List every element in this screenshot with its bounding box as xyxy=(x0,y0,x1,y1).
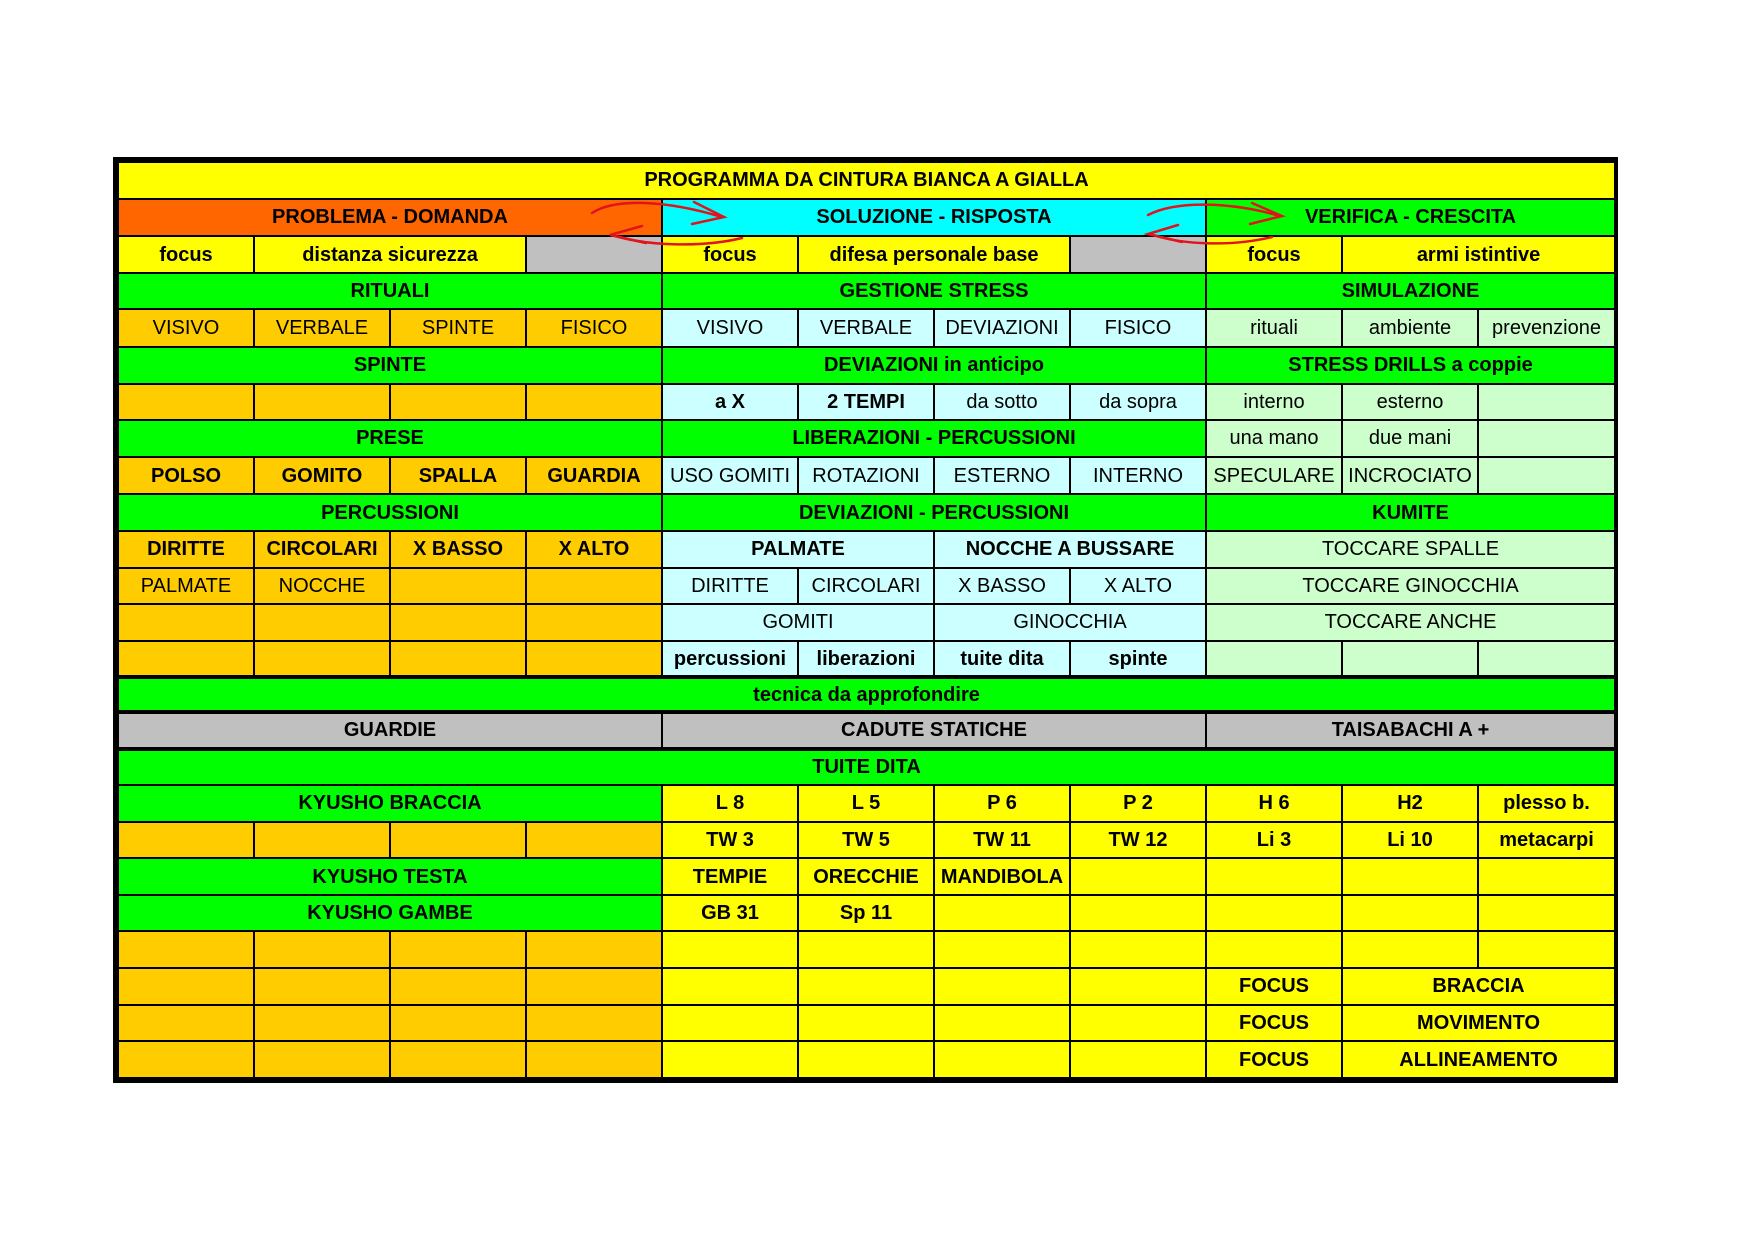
table-cell: SOLUZIONE - RISPOSTA xyxy=(662,199,1206,237)
table-cell: H 6 xyxy=(1206,785,1342,822)
empty-cell xyxy=(1070,931,1206,968)
table-cell: 2 TEMPI xyxy=(798,384,934,421)
table-cell: Sp 11 xyxy=(798,895,934,932)
table-cell: STRESS DRILLS a coppie xyxy=(1206,347,1615,384)
empty-cell xyxy=(1070,236,1206,273)
empty-cell xyxy=(526,1005,662,1042)
table-row xyxy=(118,712,1615,749)
empty-cell xyxy=(390,384,526,421)
table-row xyxy=(118,236,1615,273)
table-cell: FOCUS xyxy=(1206,968,1342,1005)
empty-cell xyxy=(118,1005,254,1042)
table-row xyxy=(118,641,1615,678)
empty-cell xyxy=(390,968,526,1005)
empty-cell xyxy=(1478,858,1615,895)
empty-cell xyxy=(118,384,254,421)
table-cell: ambiente xyxy=(1342,309,1478,347)
empty-cell xyxy=(390,1041,526,1078)
table-cell: POLSO xyxy=(118,457,254,495)
table-cell: prevenzione xyxy=(1478,309,1615,347)
program-sheet xyxy=(117,161,1614,1079)
empty-cell xyxy=(1070,968,1206,1005)
table-cell: TAISABACHI A + xyxy=(1206,712,1615,749)
table-cell: da sopra xyxy=(1070,384,1206,421)
table-row xyxy=(118,420,1615,457)
table-cell: PALMATE xyxy=(662,531,934,568)
table-cell: KUMITE xyxy=(1206,494,1615,531)
table-cell: focus xyxy=(1206,236,1342,273)
table-cell: GB 31 xyxy=(662,895,798,932)
empty-cell xyxy=(254,822,390,859)
empty-cell xyxy=(118,931,254,968)
empty-cell xyxy=(1342,931,1478,968)
empty-cell xyxy=(1478,895,1615,932)
table-cell: distanza sicurezza xyxy=(254,236,526,273)
empty-cell xyxy=(254,1041,390,1078)
table-cell: TUITE DITA xyxy=(118,749,1615,786)
empty-cell xyxy=(798,1005,934,1042)
table-cell: L 5 xyxy=(798,785,934,822)
table-cell: focus xyxy=(118,236,254,273)
empty-cell xyxy=(798,931,934,968)
empty-cell xyxy=(1342,858,1478,895)
table-cell: TOCCARE ANCHE xyxy=(1206,604,1615,641)
table-cell: GUARDIE xyxy=(118,712,662,749)
empty-cell xyxy=(1070,895,1206,932)
table-cell: tuite dita xyxy=(934,641,1070,678)
table-cell: PERCUSSIONI xyxy=(118,494,662,531)
empty-cell xyxy=(1478,384,1615,421)
empty-cell xyxy=(1206,858,1342,895)
table-cell: a X xyxy=(662,384,798,421)
empty-cell xyxy=(1070,1041,1206,1078)
table-cell: NOCCHE xyxy=(254,568,390,605)
empty-cell xyxy=(254,384,390,421)
table-row xyxy=(118,1005,1615,1042)
table-cell: Li 10 xyxy=(1342,822,1478,859)
table-cell: CADUTE STATICHE xyxy=(662,712,1206,749)
empty-cell xyxy=(254,931,390,968)
empty-cell xyxy=(118,822,254,859)
program-table xyxy=(117,161,1616,1079)
table-row xyxy=(118,968,1615,1005)
table-cell: DIRITTE xyxy=(118,531,254,568)
empty-cell xyxy=(390,568,526,605)
table-cell: VERBALE xyxy=(798,309,934,347)
table-cell: BRACCIA xyxy=(1342,968,1615,1005)
table-cell: NOCCHE A BUSSARE xyxy=(934,531,1206,568)
table-cell: FISICO xyxy=(526,309,662,347)
table-row xyxy=(118,931,1615,968)
table-row xyxy=(118,858,1615,895)
empty-cell xyxy=(1478,420,1615,457)
table-cell: VERBALE xyxy=(254,309,390,347)
table-row xyxy=(118,749,1615,786)
table-cell: P 2 xyxy=(1070,785,1206,822)
table-cell: CIRCOLARI xyxy=(254,531,390,568)
table-row xyxy=(118,1041,1615,1078)
table-cell: USO GOMITI xyxy=(662,457,798,495)
table-cell: metacarpi xyxy=(1478,822,1615,859)
table-cell: focus xyxy=(662,236,798,273)
page-title: PROGRAMMA DA CINTURA BIANCA A GIALLA xyxy=(118,162,1615,199)
empty-cell xyxy=(1342,895,1478,932)
empty-cell xyxy=(526,822,662,859)
empty-cell xyxy=(526,384,662,421)
table-cell: una mano xyxy=(1206,420,1342,457)
empty-cell xyxy=(1070,858,1206,895)
empty-cell xyxy=(526,641,662,678)
table-cell: DEVIAZIONI - PERCUSSIONI xyxy=(662,494,1206,531)
empty-cell xyxy=(662,1041,798,1078)
table-cell: FOCUS xyxy=(1206,1041,1342,1078)
table-cell: VISIVO xyxy=(662,309,798,347)
table-cell: PROBLEMA - DOMANDA xyxy=(118,199,662,237)
table-cell: percussioni xyxy=(662,641,798,678)
empty-cell xyxy=(526,968,662,1005)
empty-cell xyxy=(526,568,662,605)
table-row xyxy=(118,494,1615,531)
table-cell: difesa personale base xyxy=(798,236,1070,273)
table-cell: FOCUS xyxy=(1206,1005,1342,1042)
empty-cell xyxy=(1478,641,1615,678)
table-cell: X BASSO xyxy=(934,568,1070,605)
table-cell: KYUSHO GAMBE xyxy=(118,895,662,932)
empty-cell xyxy=(1478,457,1615,495)
table-cell: X ALTO xyxy=(1070,568,1206,605)
table-row xyxy=(118,568,1615,605)
empty-cell xyxy=(934,895,1070,932)
table-cell: KYUSHO TESTA xyxy=(118,858,662,895)
table-cell: L 8 xyxy=(662,785,798,822)
empty-cell xyxy=(118,604,254,641)
table-cell: da sotto xyxy=(934,384,1070,421)
table-row xyxy=(118,895,1615,932)
table-cell: PALMATE xyxy=(118,568,254,605)
empty-cell xyxy=(390,1005,526,1042)
table-cell: spinte xyxy=(1070,641,1206,678)
table-cell: KYUSHO BRACCIA xyxy=(118,785,662,822)
empty-cell xyxy=(118,968,254,1005)
table-cell: Li 3 xyxy=(1206,822,1342,859)
table-cell: SPALLA xyxy=(390,457,526,495)
table-cell: MANDIBOLA xyxy=(934,858,1070,895)
empty-cell xyxy=(798,1041,934,1078)
table-cell: GESTIONE STRESS xyxy=(662,273,1206,310)
table-row xyxy=(118,273,1615,310)
empty-cell xyxy=(254,1005,390,1042)
table-cell: RITUALI xyxy=(118,273,662,310)
table-cell: CIRCOLARI xyxy=(798,568,934,605)
table-cell: TOCCARE GINOCCHIA xyxy=(1206,568,1615,605)
table-cell: GOMITI xyxy=(662,604,934,641)
table-row xyxy=(118,309,1615,347)
table-cell: armi istintive xyxy=(1342,236,1615,273)
empty-cell xyxy=(526,604,662,641)
table-cell: esterno xyxy=(1342,384,1478,421)
title-row xyxy=(118,162,1615,199)
empty-cell xyxy=(390,604,526,641)
empty-cell xyxy=(390,641,526,678)
table-cell: X BASSO xyxy=(390,531,526,568)
table-cell: TW 11 xyxy=(934,822,1070,859)
table-cell: ORECCHIE xyxy=(798,858,934,895)
table-row xyxy=(118,822,1615,859)
table-row xyxy=(118,457,1615,495)
table-cell: ESTERNO xyxy=(934,457,1070,495)
table-cell: GOMITO xyxy=(254,457,390,495)
empty-cell xyxy=(1206,931,1342,968)
empty-cell xyxy=(934,1041,1070,1078)
table-row xyxy=(118,199,1615,237)
table-cell: liberazioni xyxy=(798,641,934,678)
table-cell: tecnica da approfondire xyxy=(118,677,1615,712)
table-row xyxy=(118,677,1615,712)
table-row xyxy=(118,384,1615,421)
empty-cell xyxy=(390,822,526,859)
table-cell: TW 12 xyxy=(1070,822,1206,859)
empty-cell xyxy=(526,931,662,968)
table-cell: TOCCARE SPALLE xyxy=(1206,531,1615,568)
table-cell: PRESE xyxy=(118,420,662,457)
empty-cell xyxy=(934,1005,1070,1042)
empty-cell xyxy=(526,236,662,273)
table-cell: GUARDIA xyxy=(526,457,662,495)
table-cell: SPINTE xyxy=(390,309,526,347)
empty-cell xyxy=(390,931,526,968)
empty-cell xyxy=(254,604,390,641)
table-cell: TW 5 xyxy=(798,822,934,859)
table-cell: TW 3 xyxy=(662,822,798,859)
table-row xyxy=(118,604,1615,641)
empty-cell xyxy=(934,968,1070,1005)
table-cell: FISICO xyxy=(1070,309,1206,347)
table-cell: LIBERAZIONI - PERCUSSIONI xyxy=(662,420,1206,457)
table-cell: VISIVO xyxy=(118,309,254,347)
empty-cell xyxy=(662,968,798,1005)
table-row xyxy=(118,347,1615,384)
table-cell: MOVIMENTO xyxy=(1342,1005,1615,1042)
empty-cell xyxy=(934,931,1070,968)
table-cell: DEVIAZIONI xyxy=(934,309,1070,347)
table-cell: due mani xyxy=(1342,420,1478,457)
empty-cell xyxy=(118,1041,254,1078)
table-cell: plesso b. xyxy=(1478,785,1615,822)
table-cell: DEVIAZIONI in anticipo xyxy=(662,347,1206,384)
table-cell: SPECULARE xyxy=(1206,457,1342,495)
table-row xyxy=(118,531,1615,568)
table-cell: DIRITTE xyxy=(662,568,798,605)
empty-cell xyxy=(662,1005,798,1042)
table-cell: X ALTO xyxy=(526,531,662,568)
empty-cell xyxy=(662,931,798,968)
table-cell: ROTAZIONI xyxy=(798,457,934,495)
table-cell: TEMPIE xyxy=(662,858,798,895)
table-cell: SIMULAZIONE xyxy=(1206,273,1615,310)
table-cell: SPINTE xyxy=(118,347,662,384)
empty-cell xyxy=(254,968,390,1005)
table-cell: interno xyxy=(1206,384,1342,421)
empty-cell xyxy=(1342,641,1478,678)
table-cell: INTERNO xyxy=(1070,457,1206,495)
empty-cell xyxy=(1478,931,1615,968)
empty-cell xyxy=(1206,895,1342,932)
empty-cell xyxy=(798,968,934,1005)
empty-cell xyxy=(118,641,254,678)
empty-cell xyxy=(1206,641,1342,678)
empty-cell xyxy=(526,1041,662,1078)
table-cell: rituali xyxy=(1206,309,1342,347)
table-cell: P 6 xyxy=(934,785,1070,822)
table-cell: INCROCIATO xyxy=(1342,457,1478,495)
table-row xyxy=(118,785,1615,822)
table-cell: VERIFICA - CRESCITA xyxy=(1206,199,1615,237)
empty-cell xyxy=(254,641,390,678)
table-cell: ALLINEAMENTO xyxy=(1342,1041,1615,1078)
table-cell: GINOCCHIA xyxy=(934,604,1206,641)
empty-cell xyxy=(1070,1005,1206,1042)
table-cell: H2 xyxy=(1342,785,1478,822)
